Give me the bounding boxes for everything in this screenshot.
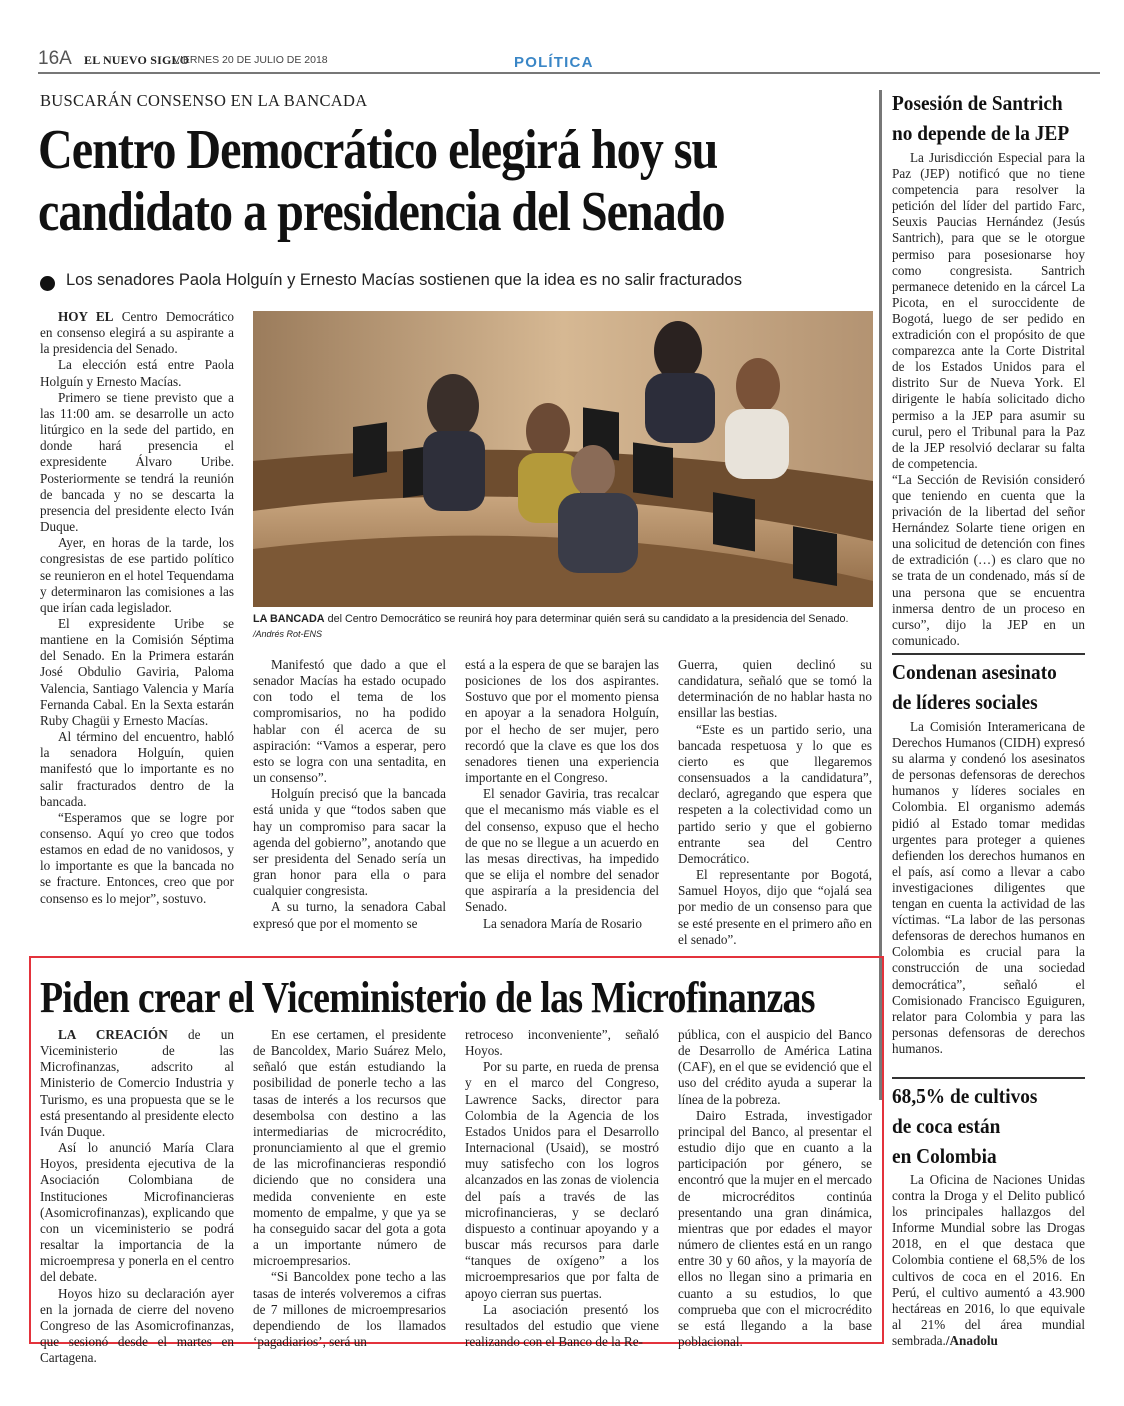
paragraph: Primero se tiene previsto que a las 11:00 am. se desarrolle un acto litúrgico en la sede del partido, en donde hará presencia el expresidente Álvaro Uribe. Posteriormente se tendrá la reunión de bancada y no se descarta la presencia del presidente electo Iván Duque. bbox=[40, 389, 234, 535]
paragraph: “Esperamos que se logre por consenso. Aquí yo creo que todos estamos en edad de no vanidosos, y lo importante es que la bancada no se fracture. Entonces, creo que por consenso es lo mejor”, sostuvo. bbox=[40, 809, 234, 906]
paragraph: está a la espera de que se barajen las posiciones de los dos aspirantes. Sostuvo que por el momento piensa en apoyar a la senadora Holguín, por el hecho de ser mujer, pero recordó que la clave es que los dos senadores tienen una experiencia importante en el Congreso. bbox=[465, 657, 659, 786]
paragraph: Dairo Estrada, investigador principal del Banco, al presentar el estudio dijo que en cuanto a la participación por género, se encontró que la mujer en el mercado de microcréditos continúa presentando una gran dinámica, mientras que por edades el mayor número de clientes está en un rango entre 30 y 60 años, y la mayoría de ellos no llegan sino a primaria en cuanto a su estudios, lo que comprueba que con el microcrédito se está llegando a la base poblacional. bbox=[678, 1107, 872, 1349]
headline-line-2: candidato a presidencia del Senado bbox=[38, 181, 725, 243]
paragraph: Guerra, quien declinó su candidatura, señaló que se tomó la determinación de no hablar hasta no ensillar las bestias. bbox=[678, 657, 872, 721]
main-story-summary: Los senadores Paola Holguín y Ernesto Macías sostienen que la idea es no salir fracturados bbox=[66, 271, 742, 289]
headline-line: en Colombia bbox=[892, 1144, 997, 1168]
headline-line: 68,5% de cultivos bbox=[892, 1084, 1038, 1108]
sidebar-divider bbox=[879, 90, 882, 1100]
paragraph: La elección está entre Paola Holguín y Ernesto Macías. bbox=[40, 357, 234, 389]
paragraph: retroceso inconveniente”, señaló Hoyos. bbox=[465, 1027, 659, 1059]
story-credit: /Anadolu bbox=[945, 1332, 998, 1348]
paragraph: Manifestó que dado a que el senador Macías ha estado ocupado con todo el tema de los compromisarios, no ha podido hablar con él acerca de su aspiración: “Vamos a esperar, pero esto se logra con una sentadita, en un consenso”. bbox=[253, 657, 446, 786]
sidebar-story-1-headline bbox=[892, 88, 1087, 148]
senate-bancada-photo bbox=[253, 311, 873, 607]
main-story-lead: HOY EL bbox=[58, 309, 114, 324]
headline-line: Condenan asesinato bbox=[892, 660, 1057, 684]
paragraph: Hoyos hizo su declaración ayer en la jornada de cierre del noveno Congreso de las Asomicrofinanzas, que sesionó desde el martes en Cartagena. bbox=[40, 1285, 234, 1366]
paragraph: A su turno, la senadora Cabal expresó que por el momento se bbox=[253, 899, 446, 931]
caption-text: del Centro Democrático se reunirá hoy para determinar quién será su candidato a la presidencia del Senado. bbox=[324, 613, 849, 625]
caption-lead: LA BANCADA bbox=[253, 613, 325, 625]
headline-line: de coca están bbox=[892, 1114, 1001, 1138]
paragraph: En ese certamen, el presidente de Bancoldex, Mario Suárez Melo, señaló que están estudiando la posibilidad de ponerle techo a las tasas de interés a los recursos que desembolsa con destino a las intermediarias de microcrédito, pronunciamiento al que el gremio de las microfinancieras respondió diciendo que no considera una medida conveniente en este momento de empalme, y que ya se ha conseguido sacar del gota a gota a un importante número de microempresarios. bbox=[253, 1027, 446, 1269]
masthead bbox=[38, 48, 1100, 74]
paragraph: Por su parte, en rueda de prensa y en el marco del Congreso, Lawrence Sacks, director para Colombia de la Agencia de los Estados Unidos para el Desarrollo Internacional (Usaid), se mostró muy satisfecho con los logros alcanzados en las zonas de violencia del país a través de las microfinancieras, y se declaró dispuesto a continuar apoyando y a buscar más recursos para darle “tanques de oxígeno” a los microempresarios que por falta de apoyo cierran sus puertas. bbox=[465, 1059, 659, 1301]
headline-line: no depende de la JEP bbox=[892, 121, 1070, 145]
bottom-story-lead: LA CREACIÓN bbox=[58, 1027, 168, 1042]
paragraph: de un Viceministerio de las Microfinanzas, adscrito al Ministerio de Comercio Industria y Turismo, es una propuesta que se le está presentando al presidente electo Iván Duque. bbox=[40, 1027, 234, 1139]
page-number: 16A bbox=[38, 48, 72, 69]
paragraph: “La Sección de Revisión consideró que teniendo en cuenta que la privación de la libertad del señor Hernández Solarte tiene origen en una solicitud de detención con fines de extradición (…) es claro que no se trata de un condenado, más sí de una persona que se encuentra inmersa dentro de un proceso en curso”, dijo la JEP en un comunicado. bbox=[892, 471, 1085, 648]
issue-date: VIERNES 20 DE JULIO DE 2018 bbox=[173, 54, 328, 66]
paragraph: Centro Democrático en consenso elegirá a su aspirante a la presidencia del Senado. bbox=[40, 309, 234, 357]
paragraph: La senadora María de Rosario bbox=[483, 915, 642, 931]
paragraph: Ayer, en horas de la tarde, los congresistas de ese partido político se reunieron en el hotel Tequendama y determinaron las comisiones a las que irían cada legislador. bbox=[40, 535, 234, 615]
paragraph: La asociación presentó los resultados del estudio que viene realizando con el Banco de la Re- bbox=[465, 1301, 659, 1349]
main-story-kicker: BUSCARÁN CONSENSO EN LA BANCADA bbox=[40, 91, 368, 110]
paragraph: La Comisión Interamericana de Derechos Humanos (CIDH) expresó su alarma y condenó los asesinatos de personas defensoras de derechos humanos y líderes sociales en Colombia. El organismo además pidió al Estado tomar medidas urgentes para proteger a quienes defienden los derechos humanos en el país, así como a llevar a cabo investigaciones diligentes que tengan en cuenta la actividad de las víctimas. “La labor de las personas defensoras de derechos humanos en Colombia es crucial para la construcción de una sociedad democrática”, señaló el Comisionado Francisco Eguiguren, relator para Colombia y para las personas defensoras de derechos humanos. bbox=[892, 719, 1085, 1056]
sidebar-story-2-headline bbox=[892, 657, 1087, 717]
sidebar-separator bbox=[892, 1077, 1085, 1079]
bottom-story-column-3 bbox=[465, 1027, 659, 1349]
paragraph: El senador Gaviria, tras recalcar que el mecanismo más viable es el del consenso, expuso que el hecho de que no se llegue a un acuerdo en las mesas directivas, ha impedido que se elija el nombre del senador que aspiraría a la presidencia del Senado. bbox=[465, 786, 659, 915]
paragraph: Así lo anunció María Clara Hoyos, presidenta ejecutiva de la Asociación Colombiana de Instituciones Microfinancieras (Asomicrofinanzas), explicando que con un viceministerio se podrá resaltar la importancia de la microempresa y ponerla en el centro del debate. bbox=[40, 1140, 234, 1285]
paragraph: La Oficina de Naciones Unidas contra la Droga y el Delito publicó los principales hallazgos del Informe Mundial sobre las Drogas 2018, en el que destaca que Colombia contiene el 68,5% de los cultivos de coca en el 2016. En Perú, el cultivo aumentó a 43.900 hectáreas en 2016, lo que equivale al 21% del área mundial sembrada. bbox=[892, 1172, 1085, 1348]
bottom-story-column-1 bbox=[40, 1027, 234, 1366]
paragraph: El representante por Bogotá, Samuel Hoyos, dijo que “ojalá sea por medio de un consenso para que se esté presente en el primero año en el senado”. bbox=[678, 867, 872, 947]
bottom-story-column-2 bbox=[253, 1027, 446, 1349]
paragraph: Al término del encuentro, habló la senadora Holguín, quien manifestó que lo importante es no salir fracturados dentro de la bancada. bbox=[40, 729, 234, 809]
section-name: POLÍTICA bbox=[514, 54, 594, 71]
headline-line: Posesión de Santrich bbox=[892, 91, 1063, 115]
paragraph: “Este es un partido serio, una bancada respetuosa y lo que es cierto es que llegaremos consensuados a la candidatura”, declaró, agregando que espera que respeten a la colectividad como un partido serio y que el gobierno entrante sea del Centro Democrático. bbox=[678, 721, 872, 866]
photo-caption bbox=[253, 612, 873, 642]
photo-illustration bbox=[253, 311, 873, 607]
bottom-story-headline: Piden crear el Viceministerio de las Microfinanzas bbox=[40, 973, 815, 1022]
sidebar-story-3-headline bbox=[892, 1081, 1087, 1171]
headline-line-1: Centro Democrático elegirá hoy su bbox=[38, 119, 718, 181]
summary-bullet-icon bbox=[40, 276, 55, 291]
sidebar-story-1-body bbox=[892, 150, 1085, 648]
paragraph: La Jurisdicción Especial para la Paz (JEP) notificó que no tiene competencia para resolver la petición del líder del partido Farc, Seuxis Paucias Hernández (Jesús Santrich), para que se le otorgue permiso para posesionarse hoy como congresista. Santrich permanece detenido en la cárcel La Picota, en el suroccidente de Bogotá, luego de ser pedido en extradición con el propósito de que comparezca ante la Corte Distrital de los Estados Unidos para el distrito Sur de Nueva York. El dirigente le había solicitado dicho permiso a la JEP para asumir su curul, pero el Tribunal para la Paz de la JEP resolvió declarar su falta de competencia. bbox=[892, 150, 1085, 471]
bottom-story-column-4 bbox=[678, 1027, 872, 1349]
main-story-column-2 bbox=[253, 657, 446, 949]
main-story-column-1 bbox=[40, 309, 234, 949]
sidebar-story-2-body bbox=[892, 719, 1085, 1070]
paragraph: Holguín precisó que la bancada está unida y que “todos saben que hay un compromiso para sacar la agenda del gobierno”, anotando que ser presidenta del Senado sería un gran honor para ella o para cualquier congresista. bbox=[253, 786, 446, 899]
paragraph: “Si Bancoldex pone techo a las tasas de interés volveremos a cifras de 7 millones de microempresarios dependiendo de los llamados ‘pagadiarios’, será un bbox=[253, 1269, 446, 1349]
main-story-column-3 bbox=[465, 657, 659, 949]
newspaper-name: EL NUEVO SIGLO bbox=[84, 53, 190, 67]
paragraph: pública, con el auspicio del Banco de Desarrollo de América Latina (CAF), en el que se evidenció que el uso del crédito ayuda a superar la línea de la pobreza. bbox=[678, 1027, 872, 1107]
main-story-column-4 bbox=[678, 657, 872, 949]
headline-line: de líderes sociales bbox=[892, 690, 1038, 714]
sidebar-separator bbox=[892, 653, 1085, 655]
photo-credit: /Andrés Rot-ENS bbox=[253, 629, 323, 639]
paragraph: El expresidente Uribe se mantiene en la Comisión Séptima del Senado. En la Primera estarán José Obdulio Gaviria, Paloma Valencia, Santiago Valencia y María Fernanda Cabal. En la Sexta estarán Ruby Chagüi y Ernesto Macías. bbox=[40, 615, 234, 728]
main-story-headline bbox=[38, 119, 756, 243]
sidebar-story-3-body bbox=[892, 1172, 1085, 1348]
